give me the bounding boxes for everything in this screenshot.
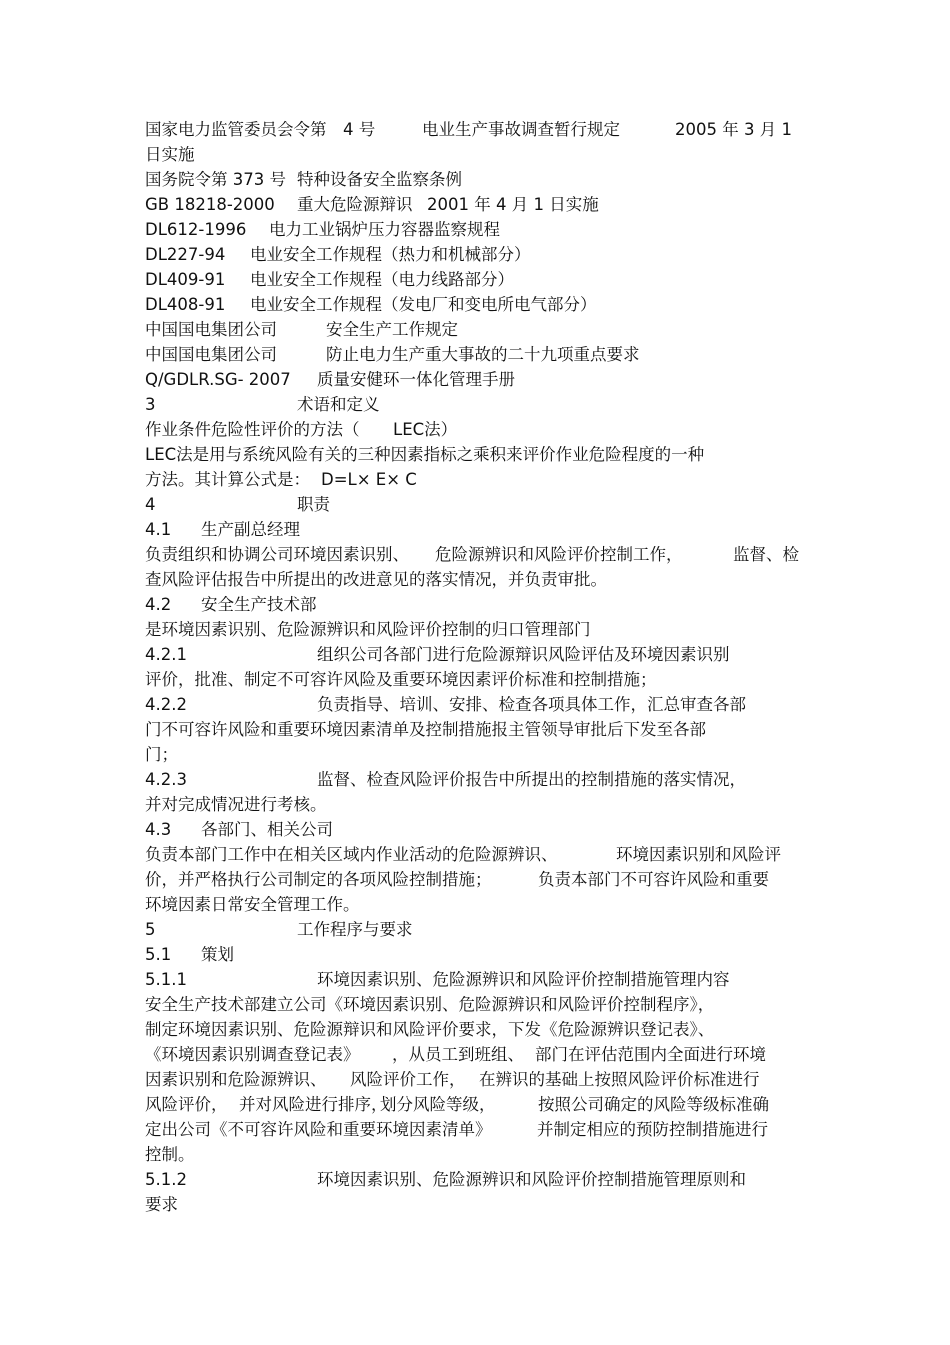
text-segment: 特种设备安全监察条例 bbox=[297, 170, 462, 189]
text-line bbox=[145, 467, 815, 492]
text-segment: 电业安全工作规程（发电厂和变电所电气部分） bbox=[250, 295, 597, 314]
text-line bbox=[145, 567, 815, 592]
text-segment: 策划 bbox=[201, 945, 234, 964]
text-segment: 因素识别和危险源辨识、 bbox=[145, 1070, 327, 1089]
text-segment: 重大危险源辩识 bbox=[297, 195, 413, 214]
text-segment: 术语和定义 bbox=[297, 395, 380, 414]
text-segment: 评价，批准、制定不可容许风险及重要环境因素评价标准和控制措施； bbox=[145, 670, 657, 689]
text-segment: 2001 年 4 月 1 日实施 bbox=[427, 195, 599, 214]
text-segment: 5.1.2 bbox=[145, 1170, 187, 1189]
text-segment: 3 bbox=[145, 395, 156, 414]
text-line bbox=[145, 992, 815, 1017]
text-line bbox=[145, 692, 815, 717]
text-line bbox=[145, 1092, 815, 1117]
text-line bbox=[145, 817, 815, 842]
text-segment: 职责 bbox=[297, 495, 330, 514]
text-segment: 方法。其计算公式是： bbox=[145, 470, 310, 489]
text-segment: LEC法是用与系统风险有关的三种因素指标之乘积来评价作业危险程度的一种 bbox=[145, 445, 705, 464]
text-line bbox=[145, 317, 815, 342]
text-segment: 4.3 bbox=[145, 820, 172, 839]
text-segment: 日实施 bbox=[145, 145, 195, 164]
text-segment: 负责组织和协调公司环境因素识别、 bbox=[145, 545, 409, 564]
text-segment: 门； bbox=[145, 745, 178, 764]
text-line bbox=[145, 142, 815, 167]
text-line bbox=[145, 592, 815, 617]
text-line bbox=[145, 192, 815, 217]
text-line bbox=[145, 1192, 815, 1217]
text-segment: 5.1.1 bbox=[145, 970, 187, 989]
text-segment: 4.2.2 bbox=[145, 695, 187, 714]
text-segment: 危险源辨识和风险评价控制工作， bbox=[435, 545, 683, 564]
text-segment: Q/GDLR.SG- 2007 bbox=[145, 370, 291, 389]
text-segment: 4.2.1 bbox=[145, 645, 187, 664]
text-segment: 安全生产工作规定 bbox=[326, 320, 458, 339]
document-body bbox=[145, 117, 815, 1217]
text-line bbox=[145, 392, 815, 417]
text-segment: 制定环境因素识别、危险源辩识和风险评价要求，下发《危险源辨识登记表》、 bbox=[145, 1020, 715, 1039]
text-segment: 中国国电集团公司 bbox=[145, 320, 277, 339]
text-line bbox=[145, 1117, 815, 1142]
text-line bbox=[145, 417, 815, 442]
text-line bbox=[145, 342, 815, 367]
text-line bbox=[145, 942, 815, 967]
text-line bbox=[145, 792, 815, 817]
text-segment: 划分风险等级， bbox=[380, 1095, 496, 1114]
text-segment: 中国国电集团公司 bbox=[145, 345, 277, 364]
text-segment: 负责本部门不可容许风险和重要 bbox=[538, 870, 769, 889]
text-line bbox=[145, 842, 815, 867]
text-segment: D=L× E× C bbox=[321, 470, 417, 489]
text-segment: 按照公司确定的风险等级标准确 bbox=[538, 1095, 769, 1114]
text-line bbox=[145, 617, 815, 642]
text-segment: 要求 bbox=[145, 1195, 178, 1214]
text-segment: 电业安全工作规程（电力线路部分） bbox=[250, 270, 514, 289]
text-segment: 风险评价， bbox=[145, 1095, 228, 1114]
text-segment: 2005 年 3 月 1 bbox=[675, 120, 792, 139]
text-line bbox=[145, 967, 815, 992]
text-segment: 5 bbox=[145, 920, 156, 939]
text-segment: DL612-1996 bbox=[145, 220, 247, 239]
text-segment: 定出公司《不可容许风险和重要环境因素清单》 bbox=[145, 1120, 492, 1139]
text-line bbox=[145, 217, 815, 242]
text-line bbox=[145, 1167, 815, 1192]
text-line bbox=[145, 517, 815, 542]
text-segment: 监督、检 bbox=[733, 545, 799, 564]
text-segment: 环境因素识别、危险源辨识和风险评价控制措施管理原则和 bbox=[317, 1170, 746, 1189]
text-segment: 环境因素识别、危险源辨识和风险评价控制措施管理内容 bbox=[317, 970, 730, 989]
text-line bbox=[145, 367, 815, 392]
text-segment: LEC法） bbox=[393, 420, 458, 439]
text-segment: 国家电力监管委员会令第 bbox=[145, 120, 327, 139]
text-segment: 作业条件危险性评价的方法（ bbox=[145, 420, 360, 439]
text-line bbox=[145, 742, 815, 767]
text-segment: 电业安全工作规程（热力和机械部分） bbox=[250, 245, 531, 264]
text-line bbox=[145, 717, 815, 742]
text-segment: 4.1 bbox=[145, 520, 172, 539]
text-line bbox=[145, 117, 815, 142]
text-line bbox=[145, 1142, 815, 1167]
text-line bbox=[145, 642, 815, 667]
text-segment: 并对风险进行排序， bbox=[239, 1095, 388, 1114]
text-segment: 负责指导、培训、安排、检查各项具体工作，汇总审查各部 bbox=[317, 695, 746, 714]
text-segment: 并制定相应的预防控制措施进行 bbox=[537, 1120, 768, 1139]
text-segment: 防止电力生产重大事故的二十九项重点要求 bbox=[326, 345, 640, 364]
text-segment: 各部门、相关公司 bbox=[201, 820, 333, 839]
text-segment: 风险评价工作， bbox=[350, 1070, 466, 1089]
text-segment: 监督、检查风险评价报告中所提出的控制措施的落实情况， bbox=[317, 770, 746, 789]
text-segment: 查风险评估报告中所提出的改进意见的落实情况，并负责审批。 bbox=[145, 570, 607, 589]
text-line bbox=[145, 492, 815, 517]
text-line bbox=[145, 167, 815, 192]
text-segment: DL408-91 bbox=[145, 295, 226, 314]
text-segment: 5.1 bbox=[145, 945, 172, 964]
text-segment: 是环境因素识别、危险源辨识和风险评价控制的归口管理部门 bbox=[145, 620, 591, 639]
text-line bbox=[145, 867, 815, 892]
text-segment: 电力工业锅炉压力容器监察规程 bbox=[269, 220, 500, 239]
text-segment: 安全生产技术部建立公司《环境因素识别、危险源辨识和风险评价控制程序》， bbox=[145, 995, 715, 1014]
text-segment: 门不可容许风险和重要环境因素清单及控制措施报主管领导审批后下发至各部 bbox=[145, 720, 706, 739]
text-segment: 环境因素识别和风险评 bbox=[616, 845, 781, 864]
text-line bbox=[145, 267, 815, 292]
text-segment: 4 bbox=[145, 495, 156, 514]
text-line bbox=[145, 242, 815, 267]
text-segment: 国务院令第 373 号 bbox=[145, 170, 286, 189]
text-segment: 4.2 bbox=[145, 595, 172, 614]
text-segment: 生产副总经理 bbox=[201, 520, 300, 539]
text-segment: 在辨识的基础上按照风险评价标准进行 bbox=[479, 1070, 760, 1089]
text-line bbox=[145, 917, 815, 942]
text-segment: 组织公司各部门进行危险源辩识风险评估及环境因素识别 bbox=[317, 645, 730, 664]
text-segment: 环境因素日常安全管理工作。 bbox=[145, 895, 360, 914]
text-segment: GB 18218-2000 bbox=[145, 195, 275, 214]
text-segment: 工作程序与要求 bbox=[297, 920, 413, 939]
text-segment: 部门在评估范围内全面进行环境 bbox=[535, 1045, 766, 1064]
text-segment: 负责本部门工作中在相关区域内作业活动的危险源辨识、 bbox=[145, 845, 558, 864]
text-segment: ，从员工到班组、 bbox=[392, 1045, 524, 1064]
text-line bbox=[145, 1042, 815, 1067]
text-line bbox=[145, 542, 815, 567]
text-segment: 4.2.3 bbox=[145, 770, 187, 789]
text-segment: DL227-94 bbox=[145, 245, 226, 264]
text-line bbox=[145, 1067, 815, 1092]
text-segment: 《环境因素识别调查登记表》 bbox=[145, 1045, 360, 1064]
text-line bbox=[145, 1017, 815, 1042]
text-segment: 价，并严格执行公司制定的各项风险控制措施； bbox=[145, 870, 492, 889]
text-line bbox=[145, 292, 815, 317]
text-line bbox=[145, 767, 815, 792]
text-segment: 安全生产技术部 bbox=[201, 595, 317, 614]
text-segment: 4 号 bbox=[343, 120, 376, 139]
text-segment: 质量安健环一体化管理手册 bbox=[317, 370, 515, 389]
text-segment: DL409-91 bbox=[145, 270, 226, 289]
text-segment: 电业生产事故调查暂行规定 bbox=[422, 120, 620, 139]
text-segment: 控制。 bbox=[145, 1145, 195, 1164]
text-line bbox=[145, 442, 815, 467]
text-line bbox=[145, 667, 815, 692]
text-line bbox=[145, 892, 815, 917]
text-segment: 并对完成情况进行考核。 bbox=[145, 795, 327, 814]
